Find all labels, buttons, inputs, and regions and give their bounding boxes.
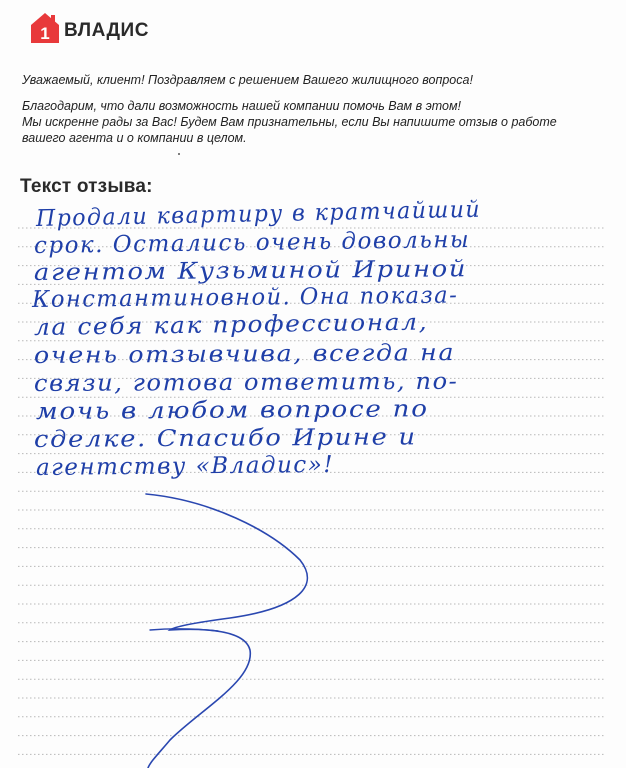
greeting-line: Уважаемый, клиент! Поздравляем с решением Вашего жилищного вопроса!	[22, 73, 473, 87]
handwritten-line: очень отзывчива, всегда на	[33, 340, 456, 369]
handwritten-line: агентом Кузьминой Ириной	[33, 256, 468, 286]
review-heading: Текст отзыва:	[20, 176, 153, 197]
request-line-continued: вашего агента и о компании в целом.	[22, 131, 247, 145]
handwritten-line: агентству «Владис»!	[35, 451, 335, 481]
handwritten-line: Константиновной. Она показа-	[31, 282, 459, 313]
request-line: Мы искренне рады за Вас! Будем Вам признательны, если Вы напишите отзыв о работе	[22, 115, 557, 129]
thanks-line: Благодарим, что дали возможность нашей компании помочь Вам в этом!	[22, 99, 462, 113]
handwritten-line: срок. Остались очень довольны	[33, 226, 471, 259]
brand-name: ВЛАДИС	[64, 20, 149, 41]
handwritten-line: сделке. Спасибо Ирине и	[33, 424, 417, 453]
badge-number: 1	[40, 24, 50, 43]
handwritten-line: связи, готова ответить, по-	[33, 368, 459, 397]
handwritten-line: Продали квартиру в кратчайший	[35, 196, 482, 232]
handwritten-line: ла себя как профессионал,	[33, 309, 429, 341]
handwritten-line: мочь в любом вопросе по	[35, 396, 429, 425]
